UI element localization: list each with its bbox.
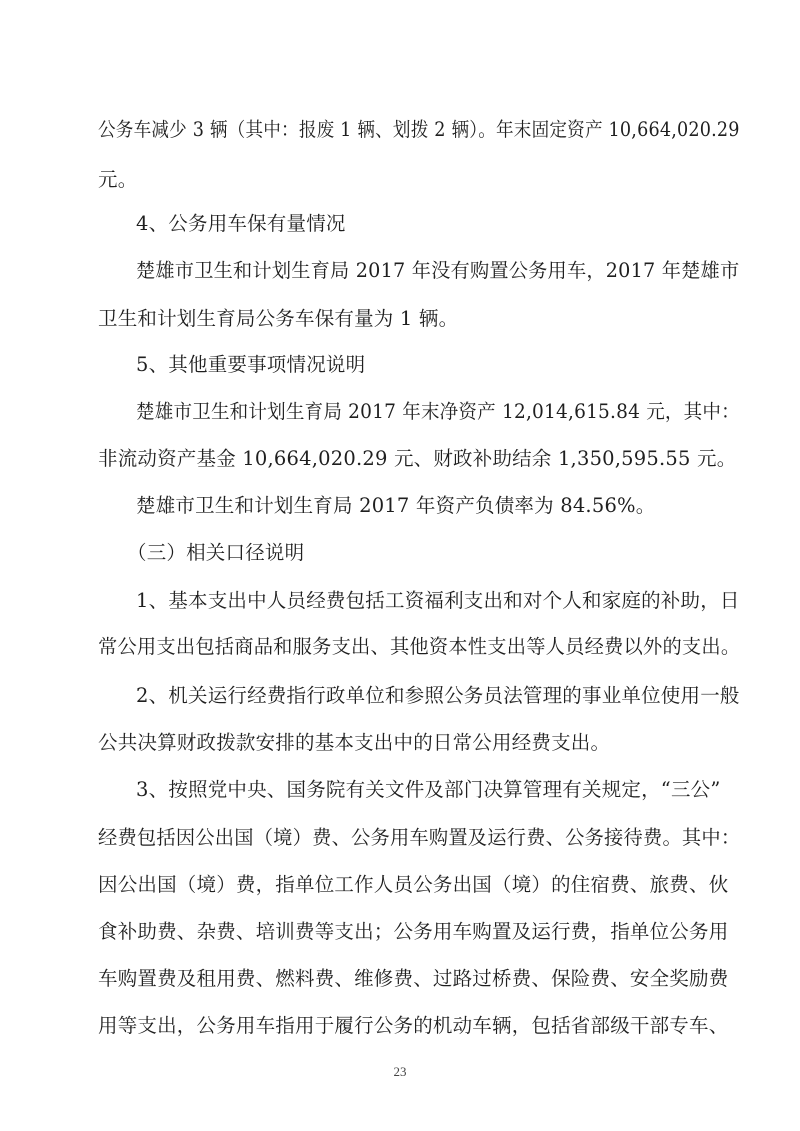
body-line: 经费包括因公出国（境）费、公务用车购置及运行费、公务接待费。其中：	[98, 826, 741, 849]
body-line: 2、机关运行经费指行政单位和参照公务员法管理的事业单位使用一般	[136, 684, 740, 707]
body-line: 公务车减少 3 辆（其中：报废 1 辆、划拨 2 辆）。年末固定资产 10,664,020.29	[98, 118, 740, 141]
page-number: 23	[393, 1064, 407, 1079]
body-line: 元。	[98, 168, 138, 191]
body-line: 楚雄市卫生和计划生育局 2017 年末净资产 12,014,615.84 元，其中：	[136, 400, 740, 423]
body-line: 楚雄市卫生和计划生育局 2017 年没有购置公务用车，2017 年楚雄市	[136, 259, 740, 282]
section-heading: 4、公务用车保有量情况	[136, 212, 346, 235]
body-line: 3、按照党中央、国务院有关文件及部门决算管理有关规定，“三公”	[136, 778, 721, 801]
body-line: 卫生和计划生育局公务车保有量为 1 辆。	[98, 307, 459, 330]
body-line: 楚雄市卫生和计划生育局 2017 年资产负债率为 84.56%。	[136, 494, 656, 517]
body-line: 用等支出，公务用车指用于履行公务的机动车辆，包括省部级干部专车、	[98, 1014, 729, 1037]
section-heading: （三）相关口径说明	[127, 541, 305, 564]
body-line: 因公出国（境）费，指单位工作人员公务出国（境）的住宿费、旅费、伙	[98, 873, 729, 896]
body-line: 1、基本支出中人员经费包括工资福利支出和对个人和家庭的补助，日	[136, 589, 740, 612]
body-line: 非流动资产基金 10,664,020.29 元、财政补助结余 1,350,595.55 元。	[98, 447, 737, 470]
section-heading: 5、其他重要事项情况说明	[136, 353, 366, 376]
body-line: 车购置费及租用费、燃料费、维修费、过路过桥费、保险费、安全奖励费	[98, 967, 729, 990]
body-line: 食补助费、杂费、培训费等支出；公务用车购置及运行费，指单位公务用	[98, 920, 729, 943]
body-line: 常公用支出包括商品和服务支出、其他资本性支出等人员经费以外的支出。	[98, 635, 741, 658]
body-line: 公共决算财政拨款安排的基本支出中的日常公用经费支出。	[98, 731, 611, 754]
